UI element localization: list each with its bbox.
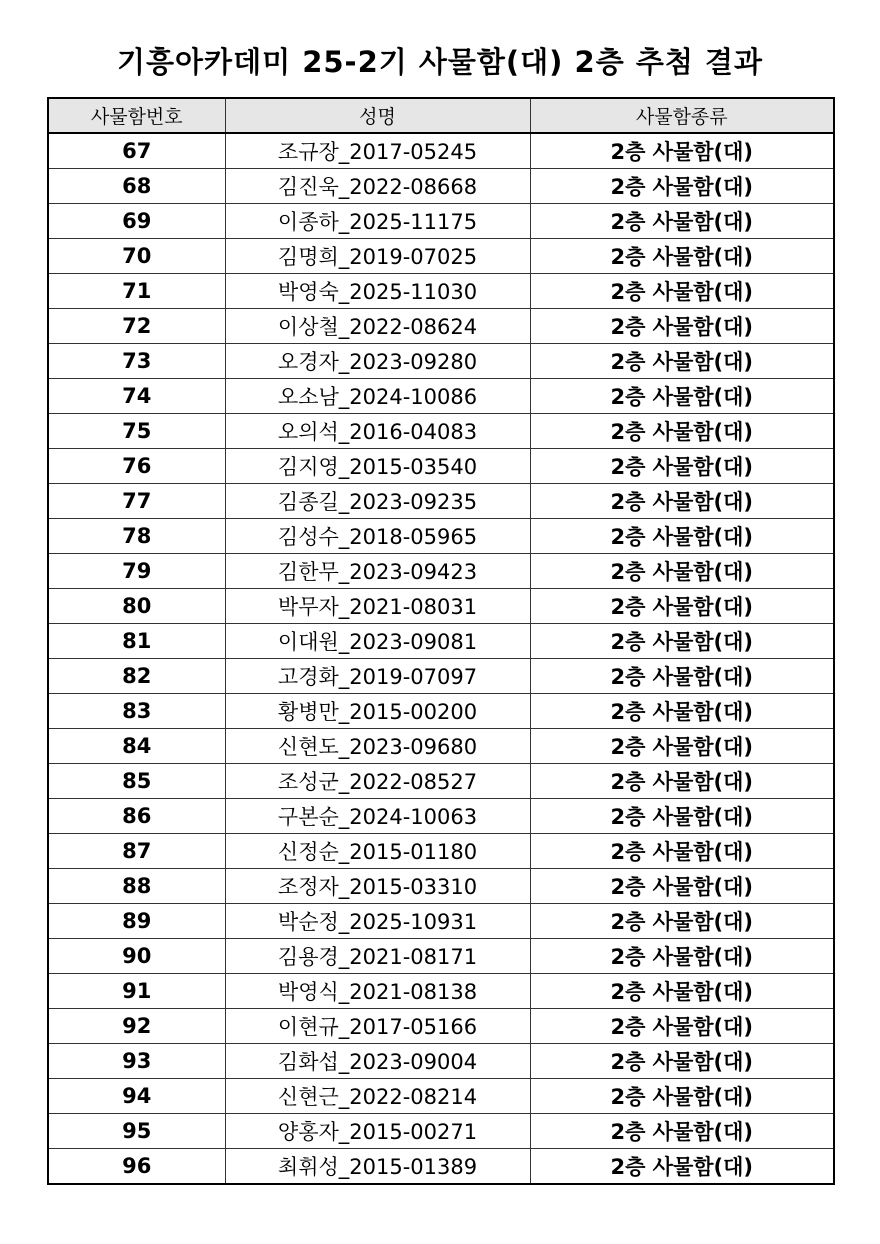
locker-number-cell: 87 [48, 834, 225, 869]
table-row [48, 1114, 834, 1149]
name-cell: 김한무_2023-09423 [225, 554, 530, 589]
table-row [48, 659, 834, 694]
locker-type-cell: 2층 사물함(대) [530, 414, 834, 449]
locker-number-cell: 76 [48, 449, 225, 484]
name-cell: 이종하_2025-11175 [225, 204, 530, 239]
locker-type-cell: 2층 사물함(대) [530, 274, 834, 309]
name-cell: 김진욱_2022-08668 [225, 169, 530, 204]
locker-number-cell: 69 [48, 204, 225, 239]
locker-type-cell: 2층 사물함(대) [530, 799, 834, 834]
locker-type-cell: 2층 사물함(대) [530, 904, 834, 939]
locker-type-cell: 2층 사물함(대) [530, 379, 834, 414]
locker-number-cell: 94 [48, 1079, 225, 1114]
locker-type-cell: 2층 사물함(대) [530, 519, 834, 554]
name-cell: 이상철_2022-08624 [225, 309, 530, 344]
table-row [48, 1079, 834, 1114]
table-row [48, 133, 834, 169]
locker-number-cell: 74 [48, 379, 225, 414]
locker-assignment-table [47, 97, 835, 1185]
name-cell: 박영식_2021-08138 [225, 974, 530, 1009]
locker-type-cell: 2층 사물함(대) [530, 239, 834, 274]
name-cell: 김용경_2021-08171 [225, 939, 530, 974]
table-row [48, 1044, 834, 1079]
locker-type-cell: 2층 사물함(대) [530, 624, 834, 659]
locker-number-cell: 96 [48, 1149, 225, 1185]
locker-type-cell: 2층 사물함(대) [530, 554, 834, 589]
locker-type-cell: 2층 사물함(대) [530, 589, 834, 624]
table-header-row [48, 98, 834, 133]
locker-type-cell: 2층 사물함(대) [530, 694, 834, 729]
table-row [48, 834, 834, 869]
locker-type-cell: 2층 사물함(대) [530, 484, 834, 519]
name-cell: 오의석_2016-04083 [225, 414, 530, 449]
name-cell: 신현근_2022-08214 [225, 1079, 530, 1114]
locker-number-cell: 75 [48, 414, 225, 449]
locker-number-cell: 85 [48, 764, 225, 799]
name-cell: 조성군_2022-08527 [225, 764, 530, 799]
locker-number-cell: 86 [48, 799, 225, 834]
locker-number-cell: 73 [48, 344, 225, 379]
locker-number-cell: 95 [48, 1114, 225, 1149]
name-cell: 조규장_2017-05245 [225, 133, 530, 169]
name-cell: 박무자_2021-08031 [225, 589, 530, 624]
page-title: 기흥아카데미 25-2기 사물함(대) 2층 추첨 결과 [117, 45, 763, 79]
table-row [48, 974, 834, 1009]
locker-number-cell: 67 [48, 133, 225, 169]
locker-number-cell: 90 [48, 939, 225, 974]
table-row [48, 764, 834, 799]
table-row [48, 519, 834, 554]
table-row [48, 1149, 834, 1185]
table-row [48, 1009, 834, 1044]
locker-number-cell: 77 [48, 484, 225, 519]
locker-type-cell: 2층 사물함(대) [530, 204, 834, 239]
locker-number-cell: 84 [48, 729, 225, 764]
table-row [48, 799, 834, 834]
table-row [48, 624, 834, 659]
name-cell: 황병만_2015-00200 [225, 694, 530, 729]
table-row [48, 939, 834, 974]
locker-type-cell: 2층 사물함(대) [530, 133, 834, 169]
table-row [48, 449, 834, 484]
name-cell: 박영숙_2025-11030 [225, 274, 530, 309]
table-row [48, 729, 834, 764]
name-cell: 김명희_2019-07025 [225, 239, 530, 274]
locker-type-cell: 2층 사물함(대) [530, 974, 834, 1009]
table-row [48, 484, 834, 519]
locker-type-cell: 2층 사물함(대) [530, 729, 834, 764]
locker-number-cell: 79 [48, 554, 225, 589]
name-cell: 양홍자_2015-00271 [225, 1114, 530, 1149]
table-row [48, 379, 834, 414]
name-cell: 김화섭_2023-09004 [225, 1044, 530, 1079]
locker-type-cell: 2층 사물함(대) [530, 659, 834, 694]
table-row [48, 904, 834, 939]
locker-type-cell: 2층 사물함(대) [530, 939, 834, 974]
table-row [48, 344, 834, 379]
locker-number-cell: 72 [48, 309, 225, 344]
locker-number-cell: 82 [48, 659, 225, 694]
locker-type-cell: 2층 사물함(대) [530, 309, 834, 344]
locker-number-cell: 91 [48, 974, 225, 1009]
table-row [48, 274, 834, 309]
locker-number-cell: 80 [48, 589, 225, 624]
locker-type-cell: 2층 사물함(대) [530, 1079, 834, 1114]
name-cell: 박순정_2025-10931 [225, 904, 530, 939]
name-cell: 오경자_2023-09280 [225, 344, 530, 379]
table-row [48, 204, 834, 239]
locker-number-cell: 92 [48, 1009, 225, 1044]
column-header-locker-number: 사물함번호 [48, 98, 225, 133]
column-header-name: 성명 [225, 98, 530, 133]
name-cell: 이현규_2017-05166 [225, 1009, 530, 1044]
locker-type-cell: 2층 사물함(대) [530, 1009, 834, 1044]
locker-type-cell: 2층 사물함(대) [530, 764, 834, 799]
table-row [48, 169, 834, 204]
locker-number-cell: 81 [48, 624, 225, 659]
locker-number-cell: 83 [48, 694, 225, 729]
locker-number-cell: 88 [48, 869, 225, 904]
name-cell: 신정순_2015-01180 [225, 834, 530, 869]
table-body [48, 133, 834, 1184]
name-cell: 오소남_2024-10086 [225, 379, 530, 414]
name-cell: 고경화_2019-07097 [225, 659, 530, 694]
name-cell: 김성수_2018-05965 [225, 519, 530, 554]
table-row [48, 869, 834, 904]
locker-type-cell: 2층 사물함(대) [530, 449, 834, 484]
name-cell: 김지영_2015-03540 [225, 449, 530, 484]
locker-type-cell: 2층 사물함(대) [530, 834, 834, 869]
table-row [48, 239, 834, 274]
locker-type-cell: 2층 사물함(대) [530, 344, 834, 379]
table-row [48, 589, 834, 624]
name-cell: 이대원_2023-09081 [225, 624, 530, 659]
table-row [48, 414, 834, 449]
table-row [48, 554, 834, 589]
locker-type-cell: 2층 사물함(대) [530, 1114, 834, 1149]
locker-number-cell: 70 [48, 239, 225, 274]
table-row [48, 309, 834, 344]
name-cell: 조정자_2015-03310 [225, 869, 530, 904]
locker-number-cell: 89 [48, 904, 225, 939]
locker-number-cell: 93 [48, 1044, 225, 1079]
locker-number-cell: 68 [48, 169, 225, 204]
name-cell: 신현도_2023-09680 [225, 729, 530, 764]
column-header-locker-type: 사물함종류 [530, 98, 834, 133]
name-cell: 김종길_2023-09235 [225, 484, 530, 519]
locker-number-cell: 71 [48, 274, 225, 309]
name-cell: 구본순_2024-10063 [225, 799, 530, 834]
locker-number-cell: 78 [48, 519, 225, 554]
locker-type-cell: 2층 사물함(대) [530, 869, 834, 904]
locker-type-cell: 2층 사물함(대) [530, 1149, 834, 1185]
locker-type-cell: 2층 사물함(대) [530, 1044, 834, 1079]
locker-type-cell: 2층 사물함(대) [530, 169, 834, 204]
name-cell: 최휘성_2015-01389 [225, 1149, 530, 1185]
table-row [48, 694, 834, 729]
